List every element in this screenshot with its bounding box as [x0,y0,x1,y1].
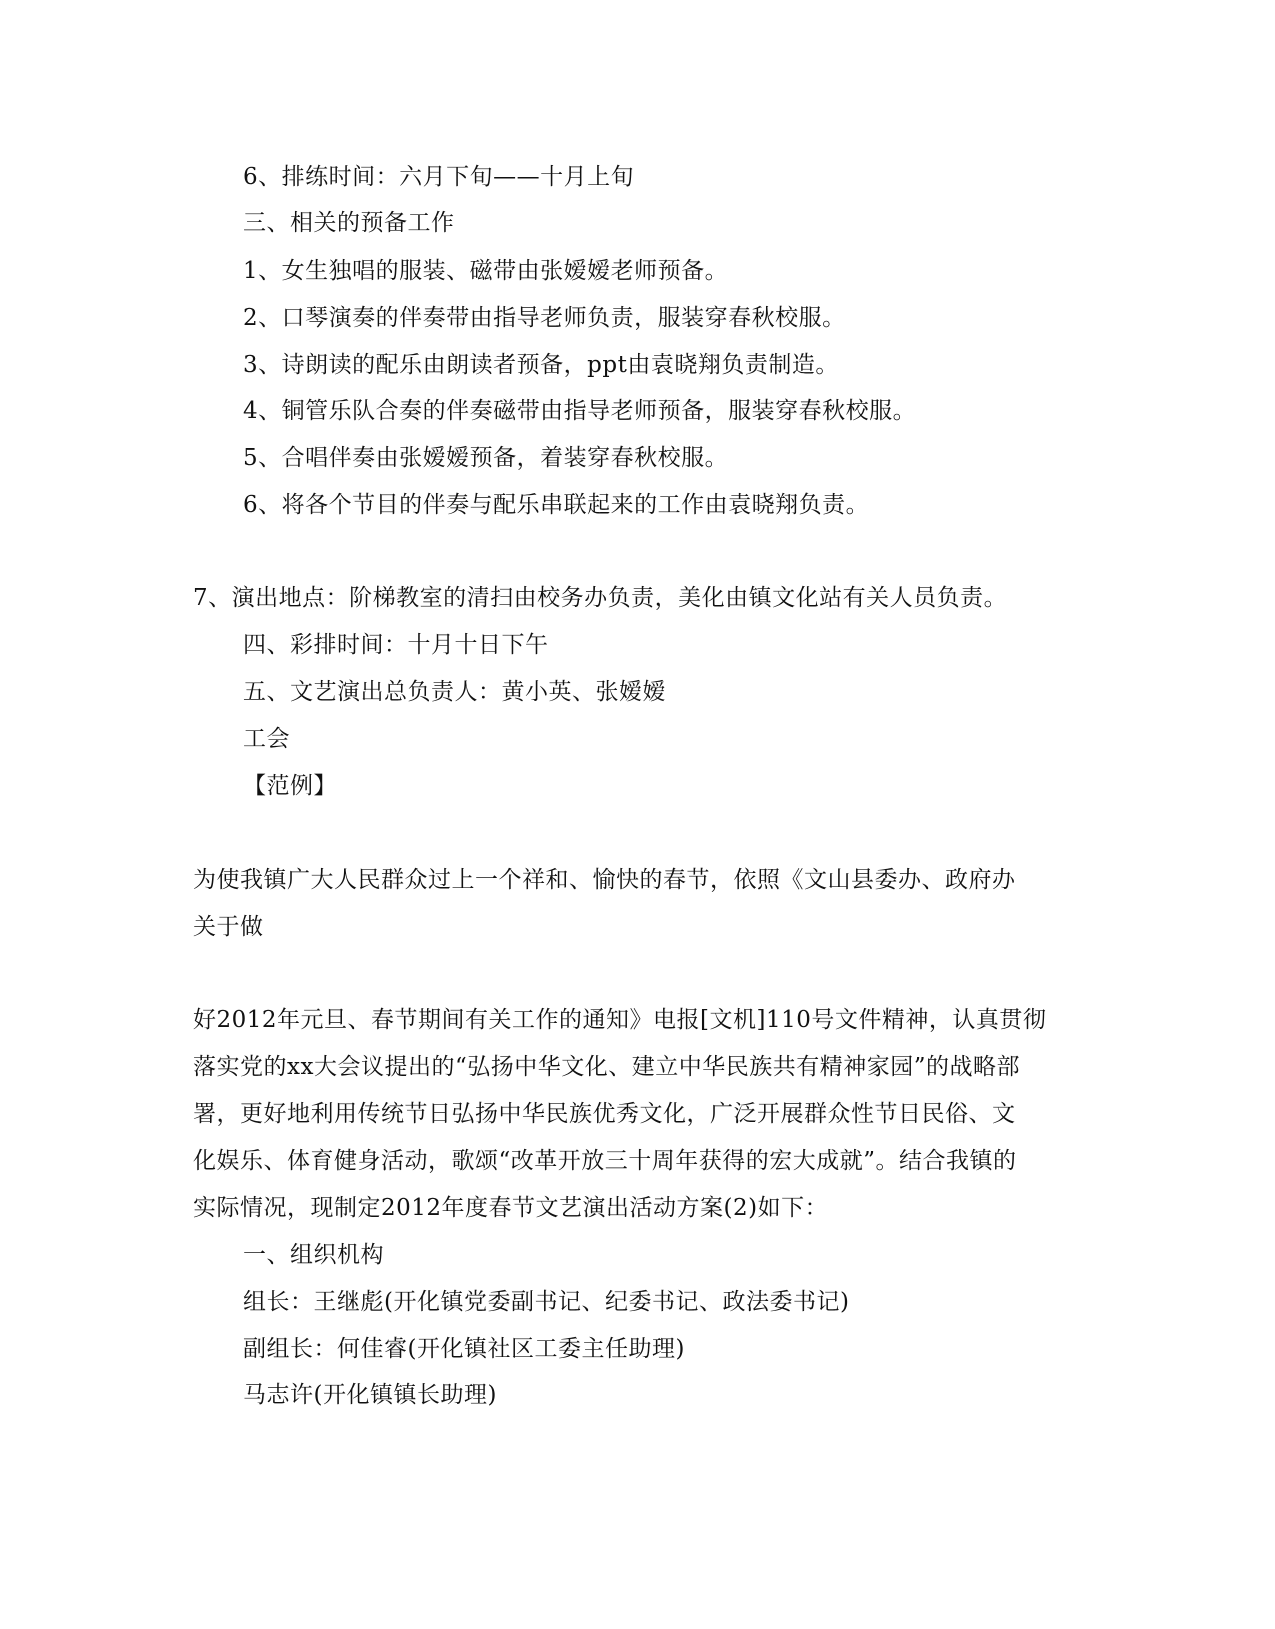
text-line: 副组长：何佳睿(开化镇社区工委主任助理) [243,1336,685,1362]
text-line: 组长：王继彪(开化镇党委副书记、纪委书记、政法委书记) [243,1289,850,1315]
text-line: 1、女生独唱的服装、磁带由张嫒嫒老师预备。 [243,258,729,284]
text-line: 3、诗朗读的配乐由朗读者预备，ppt由袁晓翔负责制造。 [243,352,839,378]
section-heading: 五、文艺演出总负责人：黄小英、张嫒嫒 [243,679,666,705]
paragraph-line: 实际情况，现制定2012年度春节文艺演出活动方案(2)如下： [193,1195,829,1221]
paragraph-line: 化娱乐、体育健身活动，歌颂“改革开放三十周年获得的宏大成就”。结合我镇的 [193,1148,1017,1174]
text-line: 6、将各个节目的伴奏与配乐串联起来的工作由袁晓翔负责。 [243,492,870,518]
section-heading: 三、相关的预备工作 [243,210,455,236]
text-line: 6、排练时间：六月下旬——十月上旬 [243,164,635,190]
paragraph-line: 好2012年元旦、春节期间有关工作的通知》电报[文机]110号文件精神，认真贯彻 [193,1007,1047,1033]
example-label: 【范例】 [243,773,337,799]
signature-line: 工会 [243,726,290,752]
paragraph-line: 署，更好地利用传统节日弘扬中华民族优秀文化，广泛开展群众性节日民俗、文 [193,1101,1016,1127]
text-line: 5、合唱伴奏由张嫒嫒预备，着装穿春秋校服。 [243,445,729,471]
text-line: 马志许(开化镇镇长助理) [243,1382,497,1408]
text-line: 2、口琴演奏的伴奏带由指导老师负责，服装穿春秋校服。 [243,305,846,331]
paragraph-line: 为使我镇广大人民群众过上一个祥和、愉快的春节，依照《文山县委办、政府办 [193,867,1016,893]
text-line: 4、铜管乐队合奏的伴奏磁带由指导老师预备，服装穿春秋校服。 [243,398,917,424]
paragraph-line: 落实党的xx大会议提出的“弘扬中华文化、建立中华民族共有精神家园”的战略部 [193,1054,1020,1080]
section-heading: 四、彩排时间：十月十日下午 [243,632,549,658]
text-line: 7、演出地点：阶梯教室的清扫由校务办负责，美化由镇文化站有关人员负责。 [193,585,1008,611]
paragraph-line: 关于做 [193,914,264,940]
section-heading: 一、组织机构 [243,1242,384,1268]
